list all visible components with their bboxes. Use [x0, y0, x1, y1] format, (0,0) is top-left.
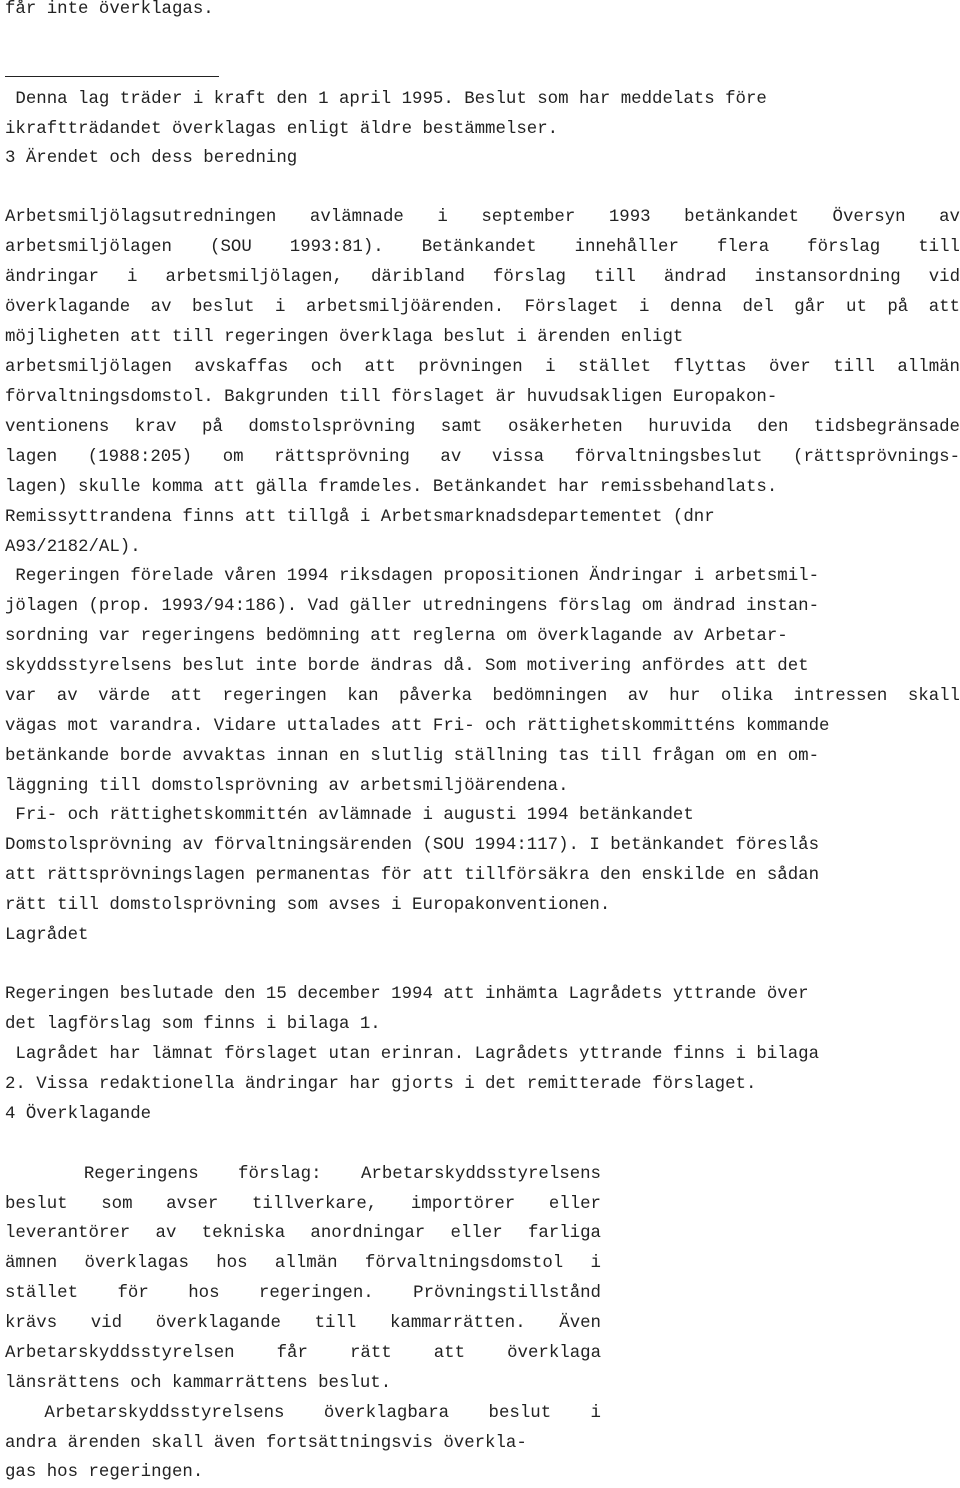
text-line: leverantörer av tekniska anordningar eller farliga: [5, 1224, 601, 1243]
text-line: läggning till domstolsprövning av arbetsmiljöärendena.: [5, 777, 569, 796]
text-line: gas hos regeringen.: [5, 1463, 204, 1482]
text-line: ventionens krav på domstolsprövning samt osäkerheten huruvida den tidsbegränsade: [5, 418, 960, 437]
text-line: var av värde att regeringen kan påverka bedömningen av hur olika intressen skall: [5, 687, 960, 706]
text-line: länsrättens och kammarrättens beslut.: [5, 1374, 392, 1393]
text-line: förvaltningsdomstol. Bakgrunden till förslaget är huvudsakligen Europakon-: [5, 388, 778, 407]
text-line: ämnen överklagas hos allmän förvaltningsdomstol i: [5, 1254, 601, 1273]
text-line: ändringar i arbetsmiljölagen, däribland förslag till ändrad instansordning vid: [5, 268, 960, 287]
section-heading: 4 Överklagande: [5, 1105, 152, 1124]
text-line: vägas mot varandra. Vidare uttalades att Fri- och rättighetskommitténs kommande: [5, 717, 830, 736]
text-line: Fri- och rättighetskommittén avlämnade i augusti 1994 betänkandet: [5, 806, 694, 825]
text-line: arbetsmiljölagen avskaffas och att prövningen i stället flyttas över till allmän: [5, 358, 960, 377]
text-line: lagen) skulle komma att gälla framdeles. Betänkandet har remissbehandlats.: [5, 478, 778, 497]
text-line: beslut som avser tillverkare, importörer eller: [5, 1195, 601, 1214]
text-line: 2. Vissa redaktionella ändringar har gjorts i det remitterade förslaget.: [5, 1075, 757, 1094]
text-line: Arbetsmiljölagsutredningen avlämnade i september 1993 betänkandet Översyn av: [5, 208, 960, 227]
text-line: betänkande borde avvaktas innan en slutlig ställning tas till frågan om en om-: [5, 747, 820, 766]
text-line: skyddsstyrelsens beslut inte borde ändras då. Som motivering anfördes att det: [5, 657, 809, 676]
text-line: överklagande av beslut i arbetsmiljöärenden. Förslaget i denna del går ut på att: [5, 298, 960, 317]
text-line: andra ärenden skall även fortsättningsvis överkla-: [5, 1434, 527, 1453]
text-line: A93/2182/AL).: [5, 538, 141, 557]
text-line: får inte överklagas.: [5, 0, 214, 19]
footnote-separator: [5, 76, 219, 77]
section-heading: 3 Ärendet och dess beredning: [5, 149, 298, 168]
text-line: krävs vid överklagande till kammarrätten. Även: [5, 1314, 601, 1333]
text-line: Lagrådet har lämnat förslaget utan erinran. Lagrådets yttrande finns i bilaga: [5, 1045, 820, 1064]
text-line: Regeringen beslutade den 15 december 1994 att inhämta Lagrådets yttrande över: [5, 985, 809, 1004]
text-line: jölagen (prop. 1993/94:186). Vad gäller utredningens förslag om ändrad instan-: [5, 597, 820, 616]
text-line: Regeringens förslag: Arbetarskyddsstyrelsens: [5, 1165, 601, 1184]
text-line: lagen (1988:205) om rättsprövning av vissa förvaltningsbeslut (rättsprövnings-: [5, 448, 960, 467]
text-line: ikraftträdandet överklagas enligt äldre bestämmelser.: [5, 120, 559, 139]
text-line: Denna lag träder i kraft den 1 april 1995. Beslut som har meddelats före: [5, 90, 767, 109]
text-line: det lagförslag som finns i bilaga 1.: [5, 1015, 381, 1034]
text-line: Regeringen förelade våren 1994 riksdagen propositionen Ändringar i arbetsmil-: [5, 567, 820, 586]
text-line: rätt till domstolsprövning som avses i Europakonventionen.: [5, 896, 611, 915]
text-line: att rättsprövningslagen permanentas för att tillförsäkra den enskilde en sådan: [5, 866, 820, 885]
text-line: arbetsmiljölagen (SOU 1993:81). Betänkandet innehåller flera förslag till: [5, 238, 960, 257]
text-line: sordning var regeringens bedömning att reglerna om överklagande av Arbetar-: [5, 627, 788, 646]
text-line: möjligheten att till regeringen överklaga beslut i ärenden enligt: [5, 328, 684, 347]
text-line: stället för hos regeringen. Prövningstillstånd: [5, 1284, 601, 1303]
text-line: Arbetarskyddsstyrelsens överklagbara beslut i: [5, 1404, 601, 1423]
text-line: Domstolsprövning av förvaltningsärenden (SOU 1994:117). I betänkandet föreslås: [5, 836, 820, 855]
text-line: Arbetarskyddsstyrelsen får rätt att överklaga: [5, 1344, 601, 1363]
section-heading: Lagrådet: [5, 926, 89, 945]
text-line: Remissyttrandena finns att tillgå i Arbetsmarknadsdepartementet (dnr: [5, 508, 715, 527]
